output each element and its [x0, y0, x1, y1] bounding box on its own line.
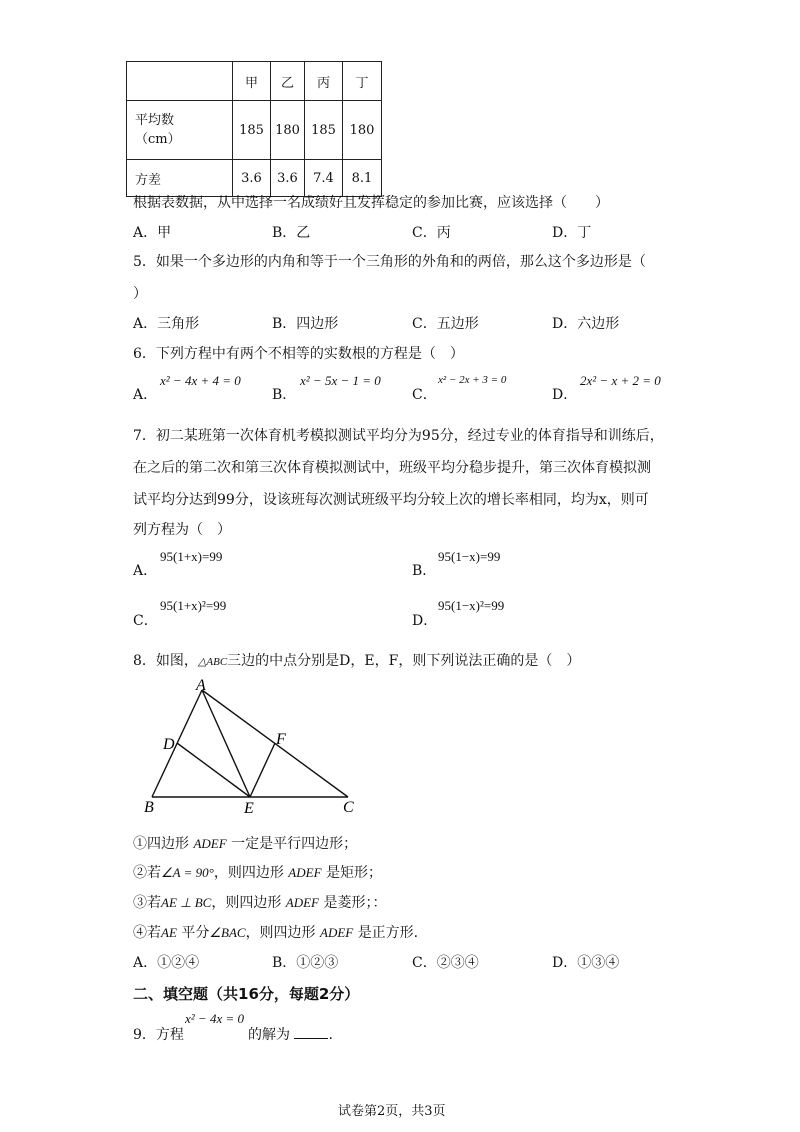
page-footer: 试卷第2页，共3页 [338, 1104, 446, 1119]
statement-math: ADEF [320, 925, 354, 940]
q8-option-d: D．①③④ [552, 955, 620, 971]
q7-equation-a: 95(1+x)=99 [160, 549, 223, 564]
q4-option-c: C．丙 [412, 225, 451, 241]
vertex-label-a: A [196, 677, 206, 694]
q5-option-d: D．六边形 [552, 316, 620, 332]
statement-math: AE [161, 925, 177, 940]
q6-equation-a: x² − 4x + 4 = 0 [160, 373, 241, 388]
q8-statement-4 [133, 922, 418, 942]
vertex-label-b: B [144, 799, 154, 816]
q6-equation-c: x² − 2x + 3 = 0 [438, 374, 507, 386]
statement-text: ②若 [133, 865, 161, 881]
q8-option-c: C．②③④ [412, 955, 479, 971]
q9-post [248, 1024, 333, 1044]
table-cell: 185 [305, 101, 343, 160]
table-cell: 180 [343, 101, 382, 160]
triangle-figure [140, 672, 380, 817]
q4-option-d: D．丁 [552, 225, 592, 241]
statement-math: ADEF [288, 865, 322, 880]
statement-text: 一定是平行四边形； [231, 836, 358, 852]
statement-text: ，则四边形 [245, 925, 316, 941]
q6-label-a: A． [133, 387, 158, 403]
table-cell: 3.6 [233, 160, 271, 197]
q8-stem-post: 三边的中点分别是D，E，F，则下列说法正确的是（ ） [227, 653, 581, 669]
q8-option-a: A．①②④ [133, 955, 200, 971]
table-header-cell [127, 62, 233, 101]
q6-label-b: B． [272, 387, 297, 403]
statement-math: AE ⊥ BC [161, 895, 212, 910]
statement-text: ①四边形 [133, 836, 189, 852]
table-cell: 185 [233, 101, 271, 160]
q5-option-c: C．五边形 [412, 316, 479, 332]
q8-statement-1 [133, 833, 357, 853]
q4-stem: 根据表数据，从中选择一名成绩好且发挥稳定的参加比赛，应该选择（ ） [133, 195, 609, 211]
q6-equation-b: x² − 5x − 1 = 0 [300, 373, 381, 388]
q7-equation-c: 95(1+x)²=99 [160, 598, 227, 613]
statement-text: 平分 [181, 925, 210, 941]
q6-equation-d: 2x² − x + 2 = 0 [580, 373, 661, 388]
q5-stem-cont: ） [133, 286, 147, 302]
q7-equation-b: 95(1−x)=99 [438, 549, 501, 564]
q8-stem [133, 650, 580, 670]
q6-label-d: D． [552, 387, 578, 403]
q5-stem: 5．如果一个多边形的内角和等于一个三角形的外角和的两倍，那么这个多边形是（ [133, 254, 646, 270]
midpoint-label-d: D [163, 736, 175, 753]
statement-math: ∠A = 90° [161, 865, 214, 880]
q6-label-c: C． [412, 387, 437, 403]
statement-text: 是矩形； [325, 865, 382, 881]
q8-stem-pre: 8．如图， [133, 653, 198, 669]
q9-end: . [328, 1027, 333, 1043]
table-row [127, 160, 382, 197]
segment-de [177, 743, 250, 797]
table-row-label [127, 101, 233, 160]
answer-blank[interactable] [294, 1026, 328, 1039]
vertex-label-c: C [343, 799, 354, 816]
statement-text: 是菱形；： [323, 895, 387, 911]
q7-line2: 在之后的第二次和第三次体育模拟测试中，班级平均分稳步提升，第三次体育模拟测 [133, 460, 651, 476]
q4-option-a: A．甲 [133, 225, 172, 241]
table-header-row [127, 62, 382, 101]
statement-math: ADEF [193, 836, 227, 851]
row-label-line: （cm） [135, 132, 181, 147]
q8-option-b: B．①②③ [272, 955, 339, 971]
table-row [127, 101, 382, 160]
q7-line1: 7．初二某班第一次体育机考模拟测试平均分为95分，经过专业的体育指导和训练后， [133, 428, 664, 444]
q6-stem: 6．下列方程中有两个不相等的实数根的方程是（ ） [133, 346, 464, 362]
table-cell: 7.4 [305, 160, 343, 197]
q7-label-c: C． [133, 613, 158, 629]
row-label-line: 平均数 [135, 113, 175, 128]
q8-statement-3 [133, 892, 386, 912]
q7-equation-d: 95(1−x)²=99 [438, 598, 505, 613]
statement-math: ADEF [285, 895, 319, 910]
midpoint-label-f: F [276, 731, 286, 748]
q7-label-b: B． [412, 563, 437, 579]
q5-option-b: B．四边形 [272, 316, 339, 332]
data-table [126, 61, 382, 197]
table-header-cell: 乙 [271, 62, 305, 101]
q9-post-text: 的解为 [248, 1027, 290, 1043]
statement-math: ∠BAC [209, 925, 246, 940]
table-header-cell: 丁 [343, 62, 382, 101]
table-cell: 180 [271, 101, 305, 160]
q5-option-a: A．三角形 [133, 316, 200, 332]
q4-option-b: B．乙 [272, 225, 311, 241]
segment-ef [250, 743, 275, 797]
statement-text: ③若 [133, 895, 161, 911]
table-header-cell: 丙 [305, 62, 343, 101]
segment-ae [202, 690, 250, 797]
q8-statement-2 [133, 862, 382, 882]
q7-label-a: A． [133, 563, 158, 579]
table-row-label: 方差 [127, 160, 233, 197]
q9-pre: 9．方程 [133, 1027, 184, 1043]
table-cell: 8.1 [343, 160, 382, 197]
statement-text: ，则四边形 [213, 865, 284, 881]
statement-text: ，则四边形 [211, 895, 282, 911]
table-header-cell: 甲 [233, 62, 271, 101]
q7-line3: 试平均分达到99分，设该班每次测试班级平均分较上次的增长率相同，均为x，则可 [133, 492, 649, 508]
q7-label-d: D． [412, 613, 438, 629]
statement-text: 是正方形. [357, 925, 419, 941]
q9-equation: x² − 4x = 0 [185, 1011, 244, 1026]
section-heading: 二、填空题（共16分，每题2分） [133, 985, 360, 1003]
statement-text: ④若 [133, 925, 161, 941]
table-cell: 3.6 [271, 160, 305, 197]
midpoint-label-e: E [244, 800, 254, 817]
q7-line4: 列方程为（ ） [133, 522, 231, 538]
q8-triangle-symbol: △ABC [197, 656, 228, 668]
